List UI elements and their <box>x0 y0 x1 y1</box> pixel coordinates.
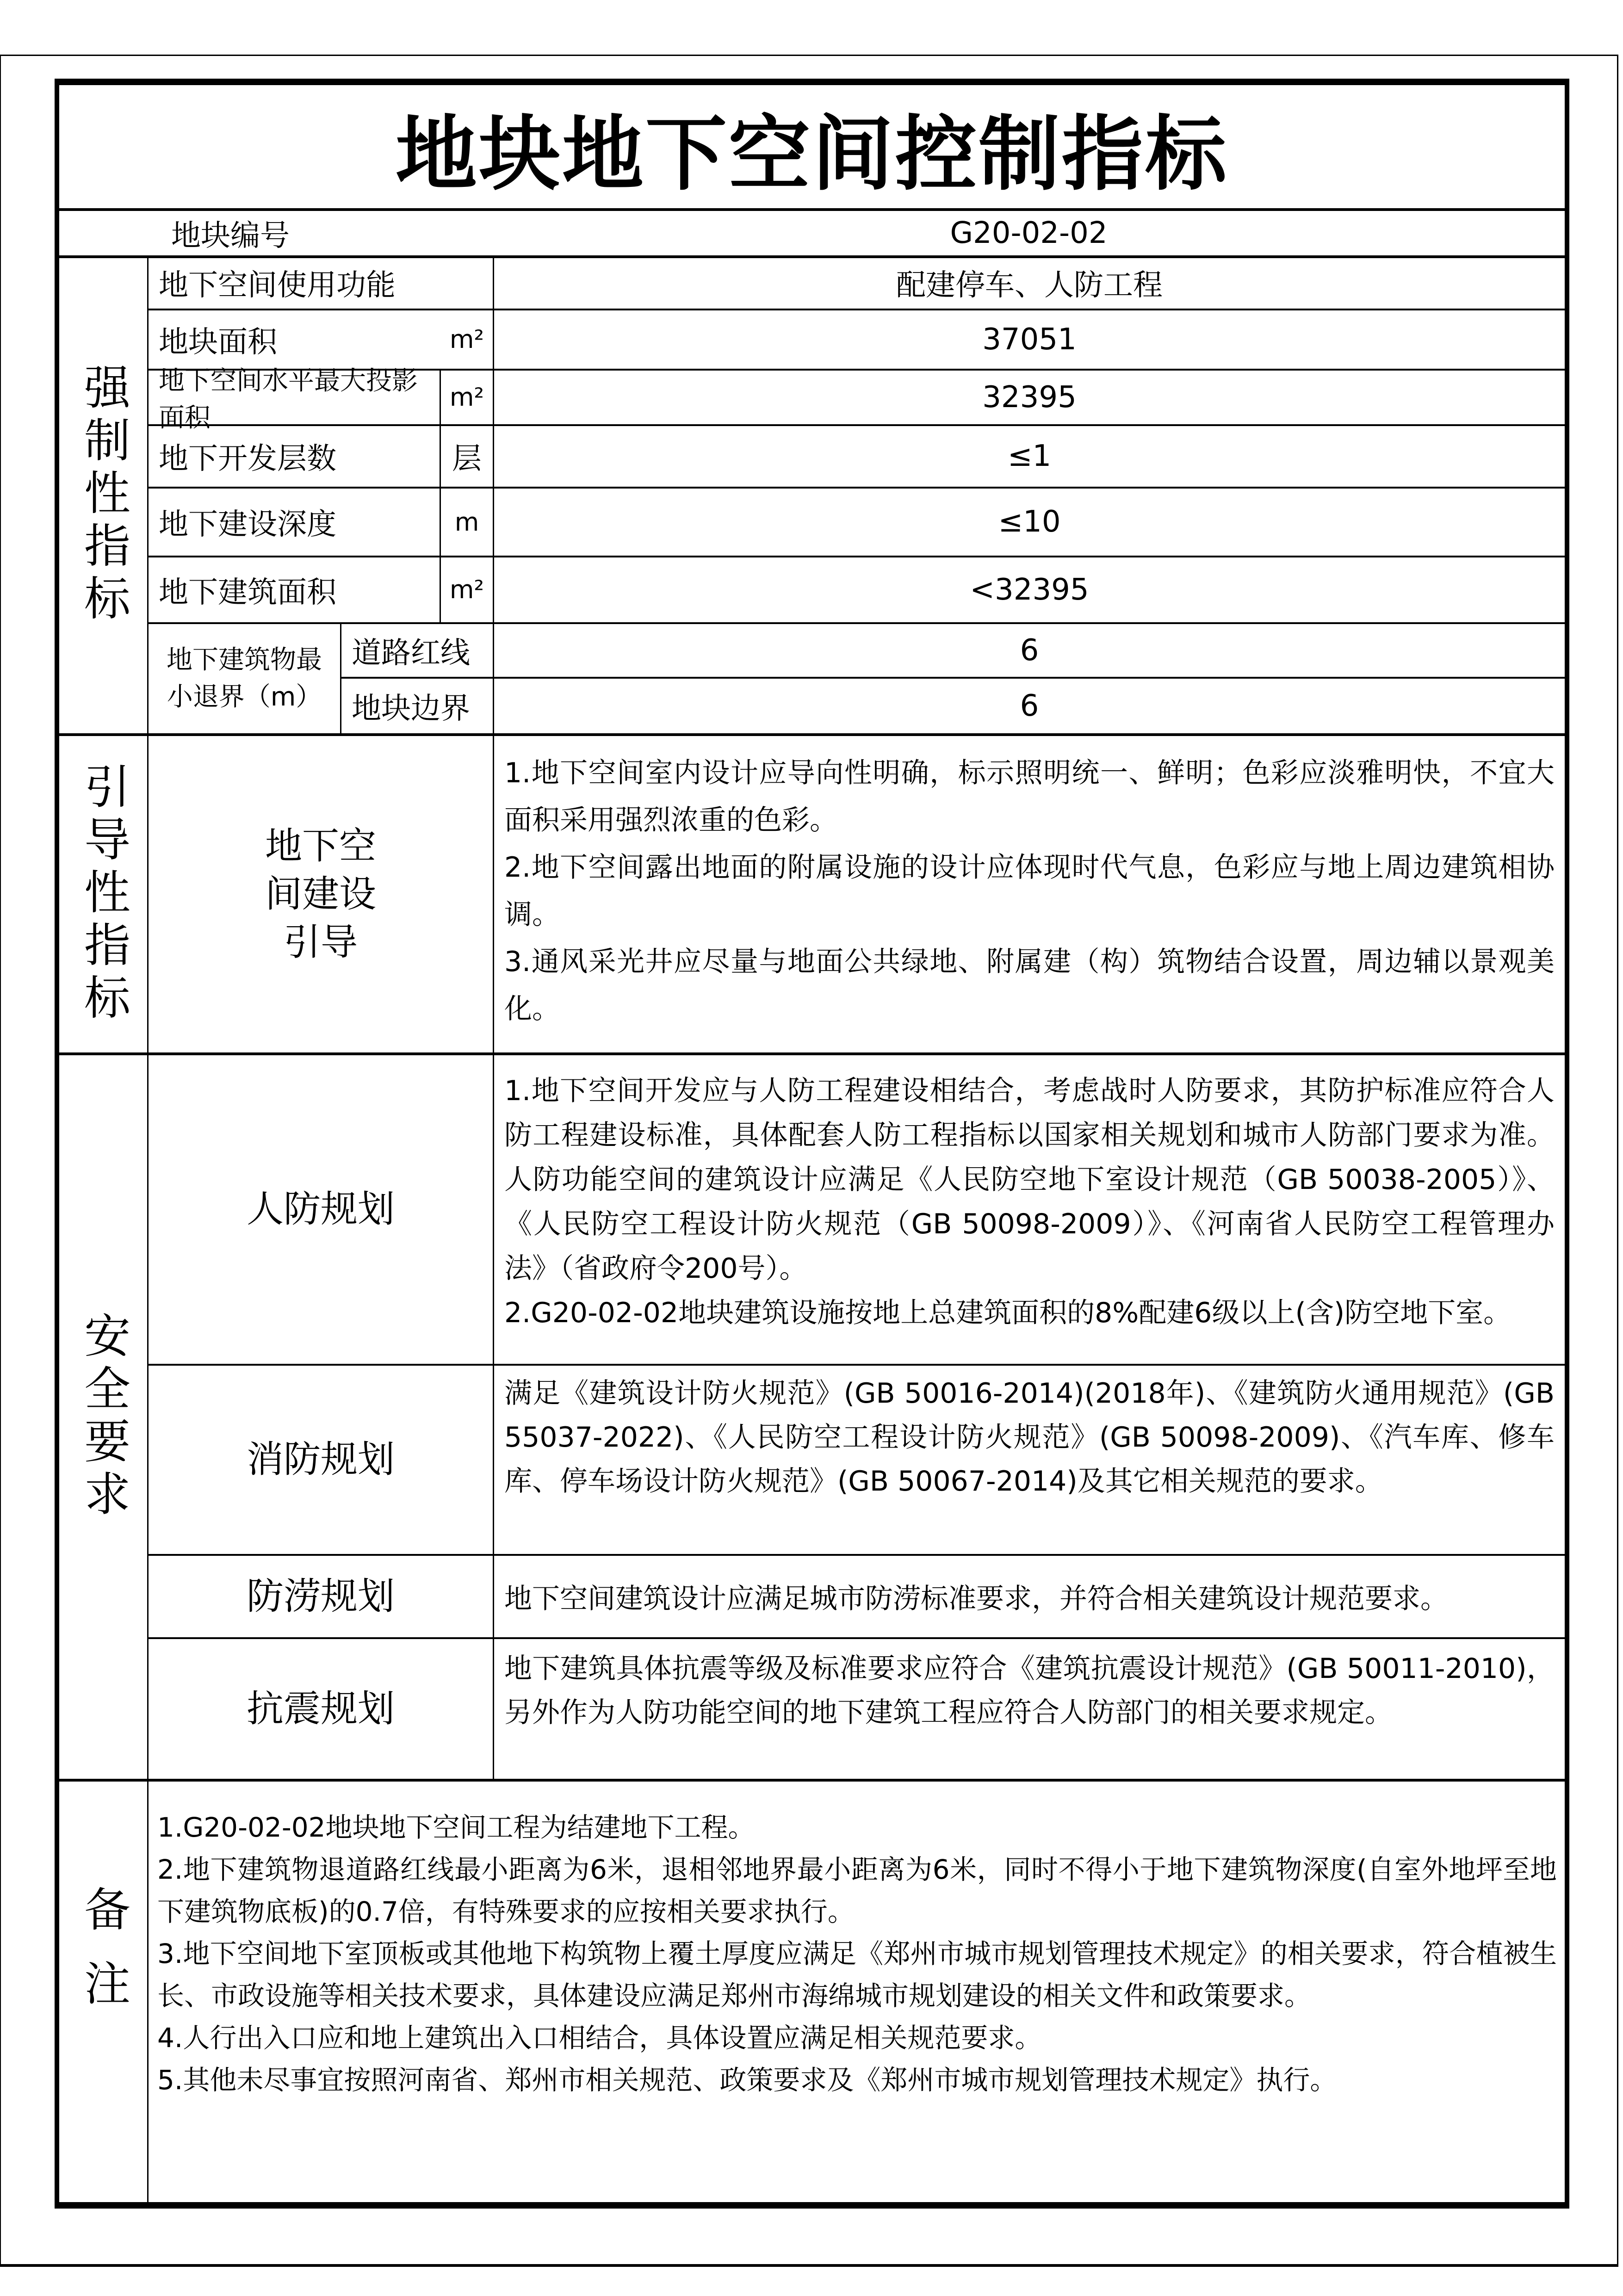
row-unit-projection-area: m² <box>449 383 484 412</box>
guidance-item: 1.地下空间室内设计应导向性明确，标示照明统一、鲜明；色彩应淡雅明快，不宜大面积采用强烈浓重的色彩。 <box>504 757 1555 836</box>
civil-defense-paragraph: 1.地下空间开发应与人防工程建设相结合，考虑战时人防要求，其防护标准应符合人防工程建设标准，具体配套人防工程指标以国家相关规划和城市人防部门要求为准。人防功能空间的建筑设计应满足《人民防空地下室设计规范（GB 50038-2005）》、《人民防空工程设计防火规范（GB 50098-2009）》、《河南省人民防空工程管理办法》（省政府令200号）。 <box>504 1075 1555 1285</box>
page-title: 地块地下空间控制指标 <box>395 106 1228 202</box>
safety-flood-label: 防涝规划 <box>247 1574 395 1618</box>
safety-fire-label: 消防规划 <box>247 1438 395 1481</box>
remark-item: 3.地下空间地下室顶板或其他地下构筑物上覆土厚度应满足《郑州市城市规划管理技术规定》的相关要求，符合植被生长、市政设施等相关技术要求，具体建设应满足郑州市海绵城市规划建设的相关文件和政策要求。 <box>157 1938 1557 2011</box>
divider <box>59 1779 1565 1782</box>
setback-road-label: 道路红线 <box>352 636 470 670</box>
safety-seismic-label: 抗震规划 <box>247 1687 395 1730</box>
row-label-plot-area: 地块面积 <box>159 325 277 359</box>
guidance-item: 2.地下空间露出地面的附属设施的设计应体现时代气息，色彩应与地上周边建筑相协调。 <box>504 851 1555 931</box>
row-value-function: 配建停车、人防工程 <box>896 268 1163 303</box>
remark-item: 4.人行出入口应和地上建筑出入口相结合，具体设置应满足相关规范要求。 <box>157 2022 1042 2054</box>
row-value-depth: ≤10 <box>998 505 1061 539</box>
guidance-item: 3.通风采光井应尽量与地面公共绿地、附属建（构）筑物结合设置，周边辅以景观美化。 <box>504 946 1555 1025</box>
safety-civil-defense-label: 人防规划 <box>247 1188 395 1231</box>
fire-paragraph: 满足《建筑设计防火规范》(GB 50016-2014)(2018年)、《建筑防火通用规范》(GB 55037-2022)、《人民防空工程设计防火规范》(GB 50098-2009)、《汽车库、修车库、停车场设计防火规范》(GB 50067-2014)及其它相关规范的要求。 <box>504 1377 1555 1498</box>
civil-defense-paragraph: 2.G20-02-02地块建筑设施按地上总建筑面积的8%配建6级以上(含)防空地下室。 <box>504 1297 1511 1329</box>
setback-label: 地下建筑物最小退界（m） <box>167 644 322 712</box>
safety-flood-text <box>494 1555 1565 1637</box>
row-unit-floor-area: m² <box>449 575 484 604</box>
remarks-text <box>157 1807 1557 2101</box>
remark-item: 5.其他未尽事宜按照河南省、郑州市相关规范、政策要求及《郑州市城市规划管理技术规定》执行。 <box>157 2064 1337 2096</box>
row-label-floor-area: 地下建筑面积 <box>159 575 336 610</box>
setback-road-value: 6 <box>1020 633 1039 668</box>
row-label-floors: 地下开发层数 <box>159 442 336 476</box>
row-value-projection-area: 32395 <box>982 380 1077 415</box>
row-label-function: 地下空间使用功能 <box>159 268 396 303</box>
guidance-text <box>504 749 1555 1033</box>
row-unit-depth: m <box>454 507 479 537</box>
safety-category-label: 安全要求 <box>76 1311 130 1522</box>
flood-paragraph: 地下空间建筑设计应满足城市防涝标准要求，并符合相关建筑设计规范要求。 <box>504 1582 1448 1615</box>
guidance-sub-label: 地下空间建设引导 <box>265 824 376 964</box>
row-value-plot-area: 37051 <box>982 322 1077 357</box>
seismic-paragraph: 地下建筑具体抗震等级及标准要求应符合《建筑抗震设计规范》(GB 50011-2010)，另外作为人防功能空间的地下建筑工程应符合人防部门的相关要求规定。 <box>504 1652 1555 1729</box>
plot-number-value: G20-02-02 <box>950 216 1108 250</box>
row-unit-floors: 层 <box>452 442 482 476</box>
mandatory-category-label: 强制性指标 <box>76 363 130 627</box>
setback-boundary-label: 地块边界 <box>352 691 470 726</box>
safety-fire-text <box>504 1372 1555 1504</box>
remarks-category-label: 备注 <box>76 1885 130 2033</box>
row-label-depth: 地下建设深度 <box>159 507 336 542</box>
row-label-projection-area: 地下空间水平最大投影面积 <box>159 365 418 433</box>
plot-number-label: 地块编号 <box>171 219 290 253</box>
divider <box>147 1781 149 2202</box>
safety-seismic-text <box>504 1647 1555 1735</box>
row-value-floor-area: <32395 <box>970 572 1089 607</box>
remark-item: 2.地下建筑物退道路红线最小距离为6米，退相邻地界最小距离为6米，同时不得小于地下建筑物深度(自室外地坪至地下建筑物底板)的0.7倍，有特殊要求的应按相关要求执行。 <box>157 1854 1557 1927</box>
remark-item: 1.G20-02-02地块地下空间工程为结建地下工程。 <box>157 1812 755 1843</box>
safety-civil-defense-text <box>504 1069 1555 1335</box>
setback-boundary-value: 6 <box>1020 688 1039 723</box>
row-value-floors: ≤1 <box>1007 439 1052 473</box>
guidance-category-label: 引导性指标 <box>76 762 130 1026</box>
row-unit-plot-area: m² <box>449 325 484 354</box>
